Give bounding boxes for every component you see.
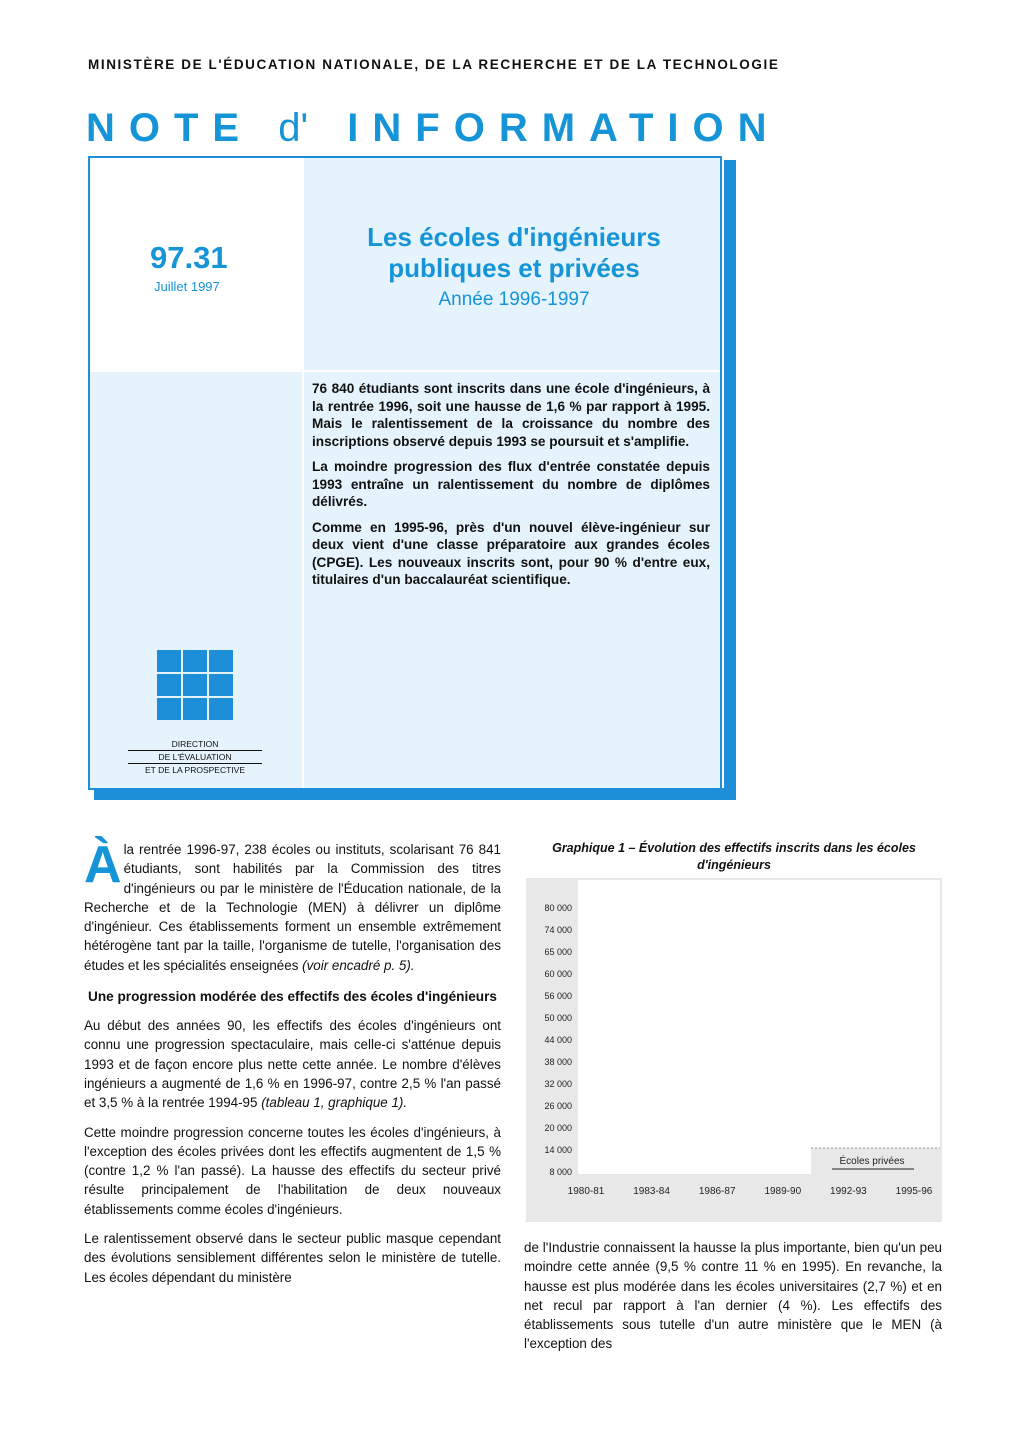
department-name	[128, 738, 262, 776]
y-tick-label: 8 000	[549, 1167, 572, 1177]
x-tick-label: 1980-81	[567, 1186, 605, 1197]
y-tick-label: 56 000	[544, 991, 572, 1001]
body-paragraph-1-ref: (voir encadré p. 5).	[302, 957, 415, 973]
cover-shadow-right	[724, 160, 736, 800]
main-title-line1: Les écoles d'ingénieurs	[367, 222, 661, 252]
body-paragraph-4: Le ralentissement observé dans le secteur public masque cependant des évolutions sensiblement différentes selon le ministère de tutelle. Les écoles dépendant du ministère	[84, 1231, 501, 1285]
publication-title	[86, 106, 780, 151]
chart-svg	[526, 878, 942, 1222]
main-title-year: Année 1996-1997	[438, 289, 590, 310]
body-paragraph-2	[84, 1016, 501, 1112]
y-tick-label: 20 000	[544, 1123, 572, 1133]
x-tick-label: 1995-96	[895, 1186, 933, 1197]
issue-date: Juillet 1997	[154, 279, 220, 294]
x-tick-label: 1983-84	[633, 1186, 670, 1197]
y-tick-label: 38 000	[544, 1057, 572, 1067]
x-tick-label: 1986-87	[698, 1186, 736, 1197]
body-paragraph-1-text: la rentrée 1996-97, 238 écoles ou instituts, scolarisant 76 841 étudiants, sont habilités par la Commission des titres d'ingénieurs ou par le ministère de l'Éducation nationale, de la Recherche et de la Technologie (MEN) à délivrer un diplôme d'ingénieur. Ces établissements forment un ensemble extrêmement hétérogène tant par la taille, l'organisme de tutelle, l'organisation des études et les spécialités enseignées	[84, 842, 501, 973]
x-tick-label: 1989-90	[764, 1186, 802, 1197]
department-line-3: ET DE LA PROSPECTIVE	[145, 765, 245, 775]
summary-paragraph-2: La moindre progression des flux d'entrée constatée depuis 1993 entraîne un ralentissement du nombre de diplômes délivrés.	[312, 459, 710, 509]
cover-divider-vertical	[302, 158, 304, 788]
y-tick-label: 26 000	[544, 1101, 572, 1111]
department-line-1: DIRECTION	[128, 738, 262, 751]
ministry-header: MINISTÈRE DE L'ÉDUCATION NATIONALE, DE LA RECHERCHE ET DE LA TECHNOLOGIE	[88, 57, 780, 72]
body-paragraph-1	[84, 836, 501, 975]
body-left-column	[84, 836, 501, 1297]
main-title	[314, 222, 714, 284]
series-label-ecoles-privees: Écoles privées	[839, 1156, 905, 1167]
note-information-word: INFORMATION	[347, 106, 781, 150]
summary-paragraph-1: 76 840 étudiants sont inscrits dans une école d'ingénieurs, à la rentrée 1996, soit une hausse de 1,6 % par rapport à 1995. Mais le ralentissement de la croissance du nombre des inscriptions observé depuis 1993 se poursuit et s'amplifie.	[312, 381, 710, 449]
body-paragraph-3: Cette moindre progression concerne toutes les écoles d'ingénieurs, à l'exception des écoles privées dont les effectifs augmentent de 1,5 % (contre 1,2 % l'an passé). La hausse des effectifs du secteur privé résulte principalement de l'habilitation de deux nouveaux établissements comme écoles d'ingénieurs.	[84, 1124, 501, 1217]
dropcap: À	[84, 836, 122, 894]
y-tick-label: 50 000	[544, 1013, 572, 1023]
y-tick-label: 60 000	[544, 969, 572, 979]
body-paragraph-2-text: Au début des années 90, les effectifs des écoles d'ingénieurs ont connu une progression spectaculaire, mais celle-ci s'atténue depuis 1993 et de façon encore plus nette cette année. Le nombre d'élèves ingénieurs a augmenté de 1,6 % en 1996-97, contre 2,5 % l'an passé et 3,5 % à la rentrée 1994-95	[84, 1018, 501, 1111]
chart-title: Graphique 1 – Évolution des effectifs inscrits dans les écoles d'ingénieurs	[552, 841, 916, 872]
main-title-line2: publiques et privées	[388, 253, 640, 283]
body-right-paragraph: de l'Industrie connaissent la hausse la plus importante, bien qu'un peu moindre cette année (9,5 % contre 11 % en 1995). En revanche, la hausse est plus modérée dans les écoles universitaires (2,7 %) et en net recul par rapport à l'an dernier (4 %). Les effectifs des établissements sous tutelle d'un autre ministère que le MEN (à l'exception des	[524, 1240, 942, 1352]
y-tick-label: 44 000	[544, 1035, 572, 1045]
note-word: NOTE	[86, 106, 254, 150]
body-paragraph-2-ref: (tableau 1, graphique 1).	[261, 1095, 408, 1111]
y-tick-label: 80 000	[544, 903, 572, 913]
chart	[526, 878, 942, 1222]
y-tick-label: 65 000	[544, 947, 572, 957]
y-tick-label: 74 000	[544, 925, 572, 935]
body-right-column	[524, 1238, 942, 1354]
y-tick-label: 32 000	[544, 1079, 572, 1089]
dep-logo-icon	[157, 650, 233, 722]
section-heading: Une progression modérée des effectifs des écoles d'ingénieurs	[88, 989, 497, 1005]
summary	[312, 380, 710, 597]
summary-paragraph-3: Comme en 1995-96, près d'un nouvel élève-ingénieur sur deux vient d'une classe préparatoire aux grandes écoles (CPGE). Les nouveaux inscrits sont, pour 90 % d'entre eux, titulaires d'un baccalauréat scientifique.	[312, 519, 710, 587]
x-tick-label: 1992-93	[830, 1186, 867, 1197]
y-tick-label: 14 000	[544, 1145, 572, 1155]
cover-divider-horizontal	[90, 370, 720, 372]
issue-number: 97.31	[150, 240, 228, 275]
chart-plot-area	[578, 880, 940, 1174]
note-d: d'	[278, 106, 309, 150]
department-line-2: DE L'ÉVALUATION	[128, 751, 262, 764]
